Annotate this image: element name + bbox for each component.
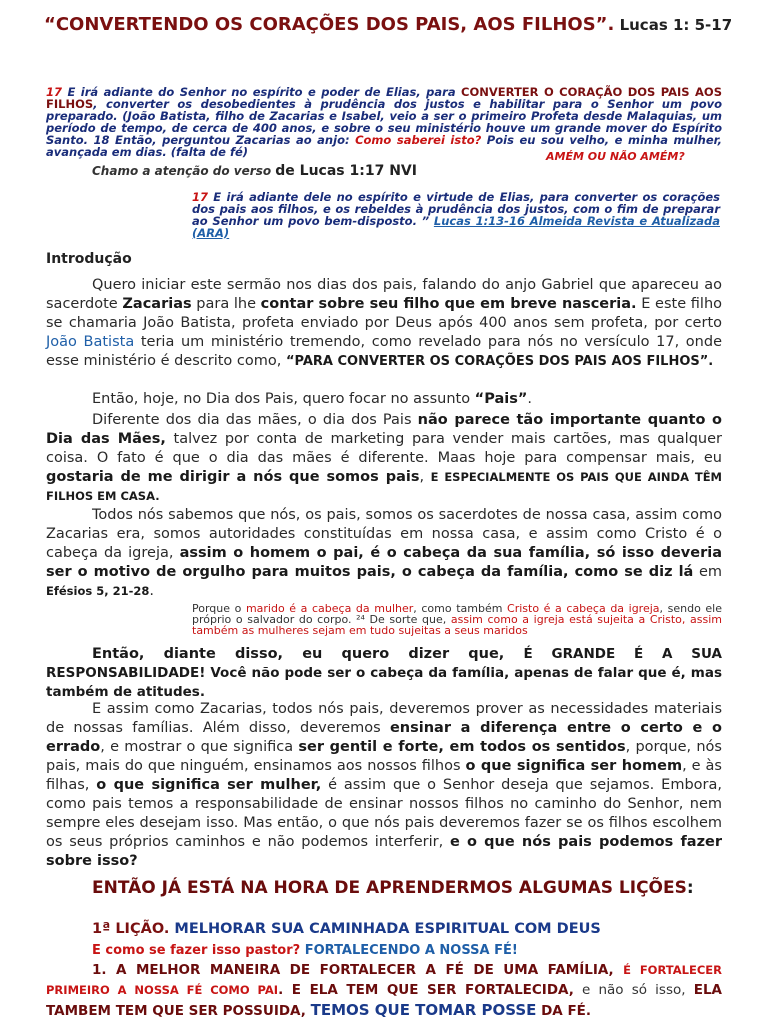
p3-bold-2: gostaria de me dirigir a nós que somos pais: [46, 469, 420, 485]
title-reference: Lucas 1: 5-17: [614, 16, 733, 34]
attention-text: Chamo a atenção do verso: [92, 164, 276, 178]
lesson-1-question: [92, 943, 518, 958]
verse-text-2: , converter os desobedientes à prudência dos justos e habilitar para o Senhor um povo preparado. (João Batista, filho de Zacarias e Isabel, veio a ser o primeiro Profeta desde Malaquias, um período de tempo, de cerca de 400 anos, e sobre o seu ministério houve um grande mover do Espírito Santo. 18 Então, perguntou Zacarias ao anjo:: [46, 97, 722, 147]
p6-text: E assim como Zacarias, todos nós pais, deveremos prover as necessidades materiais de nossas famílias. Além disso, deveremos: [46, 701, 722, 736]
p6-bold-3: o que significa ser homem: [465, 758, 683, 774]
point-1: [46, 960, 722, 1021]
quote-red-1: marido é a cabeça da mulher: [245, 602, 414, 615]
p4-bold: assim o homem o pai, é o cabeça da sua família, só isso deveria ser o motivo de orgulho para muitos pais, o cabeça da família, como se diz lá: [46, 545, 722, 580]
p6-text-5: é assim que o Senhor deseja que sejamos. Embora, como pais temos a responsabilidade de ensinar nossos filhos no caminho do Senhor, nem sempre eles desejam isso. Mas então, o que nós pais deveremos fazer se os filhos escolhem os seus próprios caminhos e não podemos interferir,: [46, 777, 723, 850]
p2-text: Então, hoje, no Dia dos Pais, quero focar no assunto: [92, 391, 475, 407]
p5-highlight: É GRANDE É A SUA RESPONSABILIDADE! Você não pode ser o cabeça da família, apenas de falar que é, mas também de atitudes.: [46, 646, 722, 700]
quote-text: Porque o: [192, 602, 246, 615]
p4-end: .: [149, 583, 154, 599]
p3-highlight: E ESPECIALMENTE OS PAIS QUE AINDA TÊM FILHOS EM CASA.: [46, 470, 722, 503]
p1-highlight: “PARA CONVERTER OS CORAÇÕES DOS PAIS AOS FILHOS”.: [285, 354, 714, 369]
verse2-text: E irá adiante dele no espírito e virtude de Elias, para converter os corações dos pais aos filhos, e os rebeldes à prudência dos justos, com o fim de preparar ao Senhor um povo bem-disposto. ”: [192, 190, 720, 228]
lessons-heading-text: ENTÃO JÁ ESTÁ NA HORA DE APRENDERMOS ALGUMAS LIÇÕES: [92, 878, 687, 898]
point-1-a: 1. A MELHOR MANEIRA DE FORTALECER A FÉ DE UMA FAMÍLIA,: [92, 962, 624, 978]
point-1-e: ELA TAMBEM TEM QUE SER POSSUIDA,: [46, 982, 722, 1019]
title-main: “CONVERTENDO OS CORAÇÕES DOS PAIS, AOS FILHOS”.: [44, 14, 615, 35]
p3-text: Diferente dos dia das mães, o dia dos Pais: [92, 412, 418, 428]
p5-bold: Então, diante disso, eu quero dizer que,: [92, 646, 524, 662]
quote-text-2: , como também: [413, 602, 508, 615]
p1-text-2: para lhe: [191, 296, 261, 312]
ephesians-quote: [192, 603, 722, 636]
p3-bold: não parece tão importante quanto o Dia das Mães,: [46, 412, 722, 447]
paragraph-3: [46, 411, 722, 506]
paragraph-6: [46, 700, 722, 871]
point-1-b: É FORTALECER PRIMEIRO A NOSSA FÉ COMO PAI: [46, 963, 722, 997]
p6-bold-5: e o que nós pais podemos fazer sobre isso?: [46, 834, 722, 869]
quote-red-3: assim como a igreja está sujeita a Cristo, assim também as mulheres sejam em tudo sujeitas a seus maridos: [192, 613, 722, 637]
p4-text-2: em: [693, 564, 722, 580]
lessons-heading-colon: :: [686, 878, 694, 898]
verse-text-3: Pois eu sou velho, e minha mulher, avançada em dias. (falta de fé): [46, 133, 723, 159]
p6-bold-2: ser gentil e forte, em todos os sentidos: [298, 739, 626, 755]
amem-callout: AMÉM OU NÃO AMÉM?: [546, 150, 685, 163]
lessons-heading: [46, 878, 722, 899]
p1-text-4: teria um ministério tremendo, como revelado para nós no versículo 17, onde esse ministério é descrito como,: [46, 334, 722, 369]
p6-text-4: , e às filhas,: [46, 758, 722, 793]
p1-text-3: E este filho se chamaria João Batista, profeta enviado por Deus após 400 anos sem profeta, por certo: [46, 296, 723, 331]
verse-question: Como saberei isto?: [355, 133, 482, 147]
p1-joao-batista-link[interactable]: João Batista: [46, 334, 135, 350]
verse-block: [46, 86, 722, 158]
p1-text: Quero iniciar este sermão nos dias dos pais, falando do anjo Gabriel que apareceu ao sacerdote: [46, 277, 722, 312]
p2-bold: “Pais”: [474, 391, 528, 407]
verse-text-1: E irá adiante do Senhor no espírito e poder de Elias, para: [62, 85, 462, 99]
p6-text-3: , porque, nós pais, mais do que ninguém, ensinamos aos nossos filhos: [46, 739, 722, 774]
point-1-c: . E ELA TEM QUE SER FORTALECIDA,: [278, 982, 574, 998]
p1-bold: contar sobre seu filho que em breve nasceria.: [260, 296, 637, 312]
verse-block-2: [192, 191, 720, 239]
attention-ref: de Lucas 1:17 NVI: [275, 163, 417, 179]
lesson-1-title: MELHORAR SUA CAMINHADA ESPIRITUAL COM DEUS: [169, 921, 601, 937]
attention-line: [92, 163, 417, 179]
paragraph-1: [46, 276, 722, 371]
point-1-d: e não só isso,: [573, 982, 694, 998]
point-1-f: TEMOS QUE TOMAR POSSE: [310, 1001, 537, 1019]
quote-text-3: , sendo ele próprio o salvador do corpo. ²⁴ De sorte que,: [192, 602, 723, 626]
lesson-1-a: FORTALECENDO A NOSSA FÉ!: [300, 943, 518, 958]
section-heading-intro: Introdução: [46, 251, 132, 267]
p3-text-2: talvez por conta de marketing para vender mais cartões, mas qualquer coisa. O fato é que o dia das mães é diferente. Maas hoje para compensar mais, eu: [46, 431, 722, 466]
paragraph-4: [46, 506, 722, 601]
sermon-title: [44, 14, 734, 36]
p2-end: .: [527, 391, 532, 407]
lesson-1-number: 1ª LIÇÃO.: [92, 921, 170, 937]
paragraph-5: [46, 645, 722, 702]
p1-zacarias: Zacarias: [122, 296, 192, 312]
paragraph-2: [46, 390, 722, 409]
verse-number: 17: [46, 85, 63, 99]
p6-text-2: , e mostrar o que significa: [100, 739, 299, 755]
bible-version-link[interactable]: Lucas 1:13-16 Almeida Revista e Atualizada (ARA): [192, 214, 720, 240]
point-1-g: DA FÉ.: [536, 1003, 592, 1019]
lesson-1-q: E como se fazer isso pastor?: [92, 943, 301, 958]
p3-comma: ,: [419, 469, 431, 485]
lesson-1: [92, 921, 601, 937]
p6-bold-4: o que significa ser mulher,: [96, 777, 322, 793]
quote-red-2: Cristo é a cabeça da igreja: [507, 602, 660, 615]
p4-text: Todos nós sabemos que nós, os pais, somos os sacerdotes de nossa casa, assim como Zacarias era, somos autoridades constituídas em nossa casa, e assim como Cristo é o cabeça da igreja,: [46, 507, 722, 561]
p4-ref: Efésios 5, 21-28: [46, 584, 150, 598]
verse2-number: 17: [192, 190, 209, 204]
p6-bold-1: ensinar a diferença entre o certo e o errado: [46, 720, 722, 755]
verse-highlight: CONVERTER O CORAÇÃO DOS PAIS AOS FILHOS: [46, 85, 722, 111]
